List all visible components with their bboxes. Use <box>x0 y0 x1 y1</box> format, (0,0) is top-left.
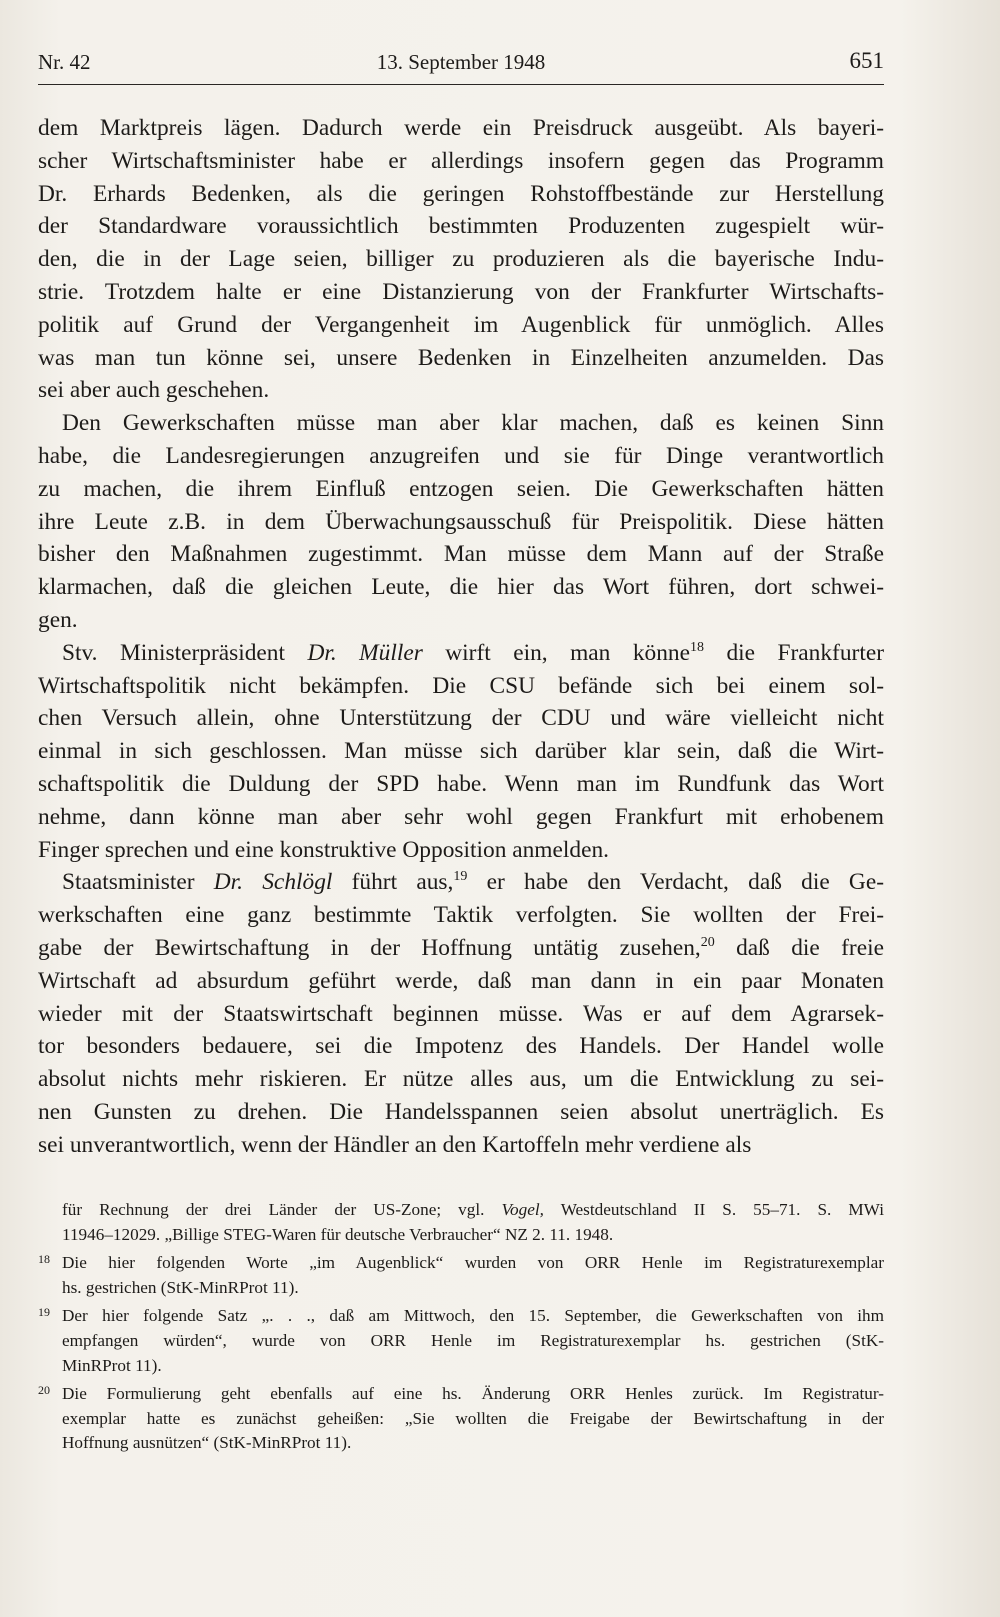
body-line: absolut nichts mehr riskieren. Er nütze alles aus, um die Entwicklung zu sei- <box>38 1066 884 1093</box>
body-line: klarmachen, daß die gleichen Leute, die hier das Wort führen, dort schwei- <box>38 574 884 601</box>
footnote-number: 18 <box>38 1252 50 1267</box>
body-line <box>38 637 884 670</box>
body-line: Den Gewerkschaften müsse man aber klar machen, daß es keinen Sinn <box>62 410 884 437</box>
body-line: scher Wirtschaftsminister habe er allerdings insofern gegen das Programm <box>38 147 884 174</box>
line-text: gabe der Bewirtschaftung in der Hoffnung untätig zusehen, <box>38 934 701 961</box>
running-header <box>38 46 884 82</box>
issue-number: Nr. 42 <box>38 50 91 74</box>
body-line <box>38 866 884 899</box>
body-line: politik auf Grund der Vergangenheit im Augenblick für unmöglich. Alles <box>38 311 884 338</box>
header-rule <box>38 84 884 85</box>
body-line: ihre Leute z.B. in dem Überwachungsausschuß für Preispolitik. Diese hätten <box>38 508 884 535</box>
footnote-line: empfangen würden“, wurde von ORR Henle im Registraturexemplar hs. gestrichen (StK- <box>62 1330 884 1350</box>
footnote-line: hs. gestrichen (StK-MinRProt 11). <box>62 1277 299 1297</box>
footnote <box>38 1251 884 1300</box>
speaker-name: Dr. Schlögl <box>213 869 333 896</box>
footnote <box>38 1198 884 1247</box>
footnote-line <box>38 1198 884 1223</box>
body-line: wieder mit der Staatswirtschaft beginnen müsse. Was er auf dem Agrarsek- <box>38 1000 884 1027</box>
footnote <box>38 1304 884 1378</box>
line-text: Staatsminister <box>62 869 214 896</box>
footnote-line: MinRProt 11). <box>62 1355 162 1375</box>
body-line: schaftspolitik die Duldung der SPD habe. Wenn man im Rundfunk das Wort <box>38 770 884 797</box>
line-text: Westdeutschland II S. 55–71. S. MWi <box>543 1200 884 1219</box>
body-line <box>38 932 884 965</box>
body-line: nehme, dann könne man aber sehr wohl gegen Frankfurt mit erhobenem <box>38 803 884 830</box>
body-line: dem Marktpreis lägen. Dadurch werde ein Preisdruck ausgeübt. Als bayeri- <box>38 115 884 141</box>
footnote-number: 19 <box>38 1305 50 1320</box>
cited-author: Vogel, <box>501 1200 544 1219</box>
footnote-line: exemplar hatte es zunächst geheißen: „Sie wollten die Freigabe der Bewirtschaftung in der <box>62 1408 884 1428</box>
body-line: gen. <box>38 606 78 633</box>
body-line: Wirtschaftspolitik nicht bekämpfen. Die CSU befände sich bei einem sol- <box>38 672 884 699</box>
footnote-line: 11946–12029. „Billige STEG-Waren für deutsche Verbraucher“ NZ 2. 11. 1948. <box>62 1224 614 1244</box>
body-line: strie. Trotzdem halte er eine Distanzierung von der Frankfurter Wirtschafts- <box>38 278 884 305</box>
footnote-ref: 20 <box>700 934 715 950</box>
line-text: wirft ein, man könne <box>422 639 690 666</box>
header-date: 13. September 1948 <box>376 50 546 74</box>
footnote <box>38 1382 884 1456</box>
body-line: Finger sprechen und eine konstruktive Opposition anmelden. <box>38 836 610 863</box>
body-line: den, die in der Lage seien, billiger zu produzieren als die bayerische Indu- <box>38 246 884 273</box>
body-line: nen Gunsten zu drehen. Die Handelsspannen seien absolut unerträglich. Es <box>38 1098 884 1125</box>
footnote-line: Die hier folgenden Worte „im Augenblick“ wurden von ORR Henle im Registraturexemplar <box>62 1253 884 1273</box>
footnote-ref: 18 <box>689 639 704 655</box>
body-line: tor besonders bedauere, sei die Impotenz des Handels. Der Handel wolle <box>38 1033 884 1060</box>
body-line: Wirtschaft ad absurdum geführt werde, daß man dann in ein paar Monaten <box>38 967 884 994</box>
body-line: sei aber auch geschehen. <box>38 377 270 404</box>
footnotes <box>38 1198 884 1456</box>
footnote-ref: 19 <box>453 869 468 885</box>
line-text: die Frankfurter <box>703 639 884 666</box>
speaker-name: Dr. Müller <box>307 639 423 666</box>
footnote-number: 20 <box>38 1383 50 1398</box>
footnote-line: Hoffnung ausnützen“ (StK-MinRProt 11). <box>62 1433 352 1453</box>
body-line: einmal in sich geschlossen. Man müsse sich darüber klar sein, daß die Wirt- <box>38 738 884 765</box>
body-line: habe, die Landesregierungen anzugreifen und sie für Dinge verantwortlich <box>38 442 884 469</box>
body-line: bisher den Maßnahmen zugestimmt. Man müsse dem Mann auf der Straße <box>38 541 884 568</box>
body-line: zu machen, die ihrem Einfluß entzogen seien. Die Gewerkschaften hätten <box>38 475 884 502</box>
body-line: sei unverantwortlich, wenn der Händler an den Kartoffeln mehr verdiene als <box>38 1131 752 1158</box>
footnote-line: Die Formulierung geht ebenfalls auf eine hs. Änderung ORR Henles zurück. Im Registratur- <box>62 1384 884 1404</box>
line-text: für Rechnung der drei Länder der US-Zone; vgl. <box>62 1200 502 1219</box>
body-line: Dr. Erhards Bedenken, als die geringen Rohstoffbestände zur Herstellung <box>38 180 884 207</box>
body-text <box>38 112 884 1162</box>
page-number: 651 <box>849 48 884 73</box>
footnote-line: Der hier folgende Satz „. . ., daß am Mittwoch, den 15. September, die Gewerkschaften von ihm <box>62 1306 884 1326</box>
line-text: führt aus, <box>332 869 454 896</box>
line-text: Stv. Ministerpräsident <box>62 639 308 666</box>
body-line: was man tun könne sei, unsere Bedenken in Einzelheiten anzumelden. Das <box>38 344 884 371</box>
line-text: daß die freie <box>714 934 884 961</box>
body-line: werkschaften eine ganz bestimmte Taktik verfolgten. Sie wollten der Frei- <box>38 902 884 929</box>
body-line: chen Versuch allein, ohne Unterstützung der CDU und wäre vielleicht nicht <box>38 705 884 732</box>
line-text: er habe den Verdacht, daß die Ge- <box>467 869 884 896</box>
body-line: der Standardware voraussichtlich bestimmten Produzenten zugespielt wür- <box>38 213 884 240</box>
